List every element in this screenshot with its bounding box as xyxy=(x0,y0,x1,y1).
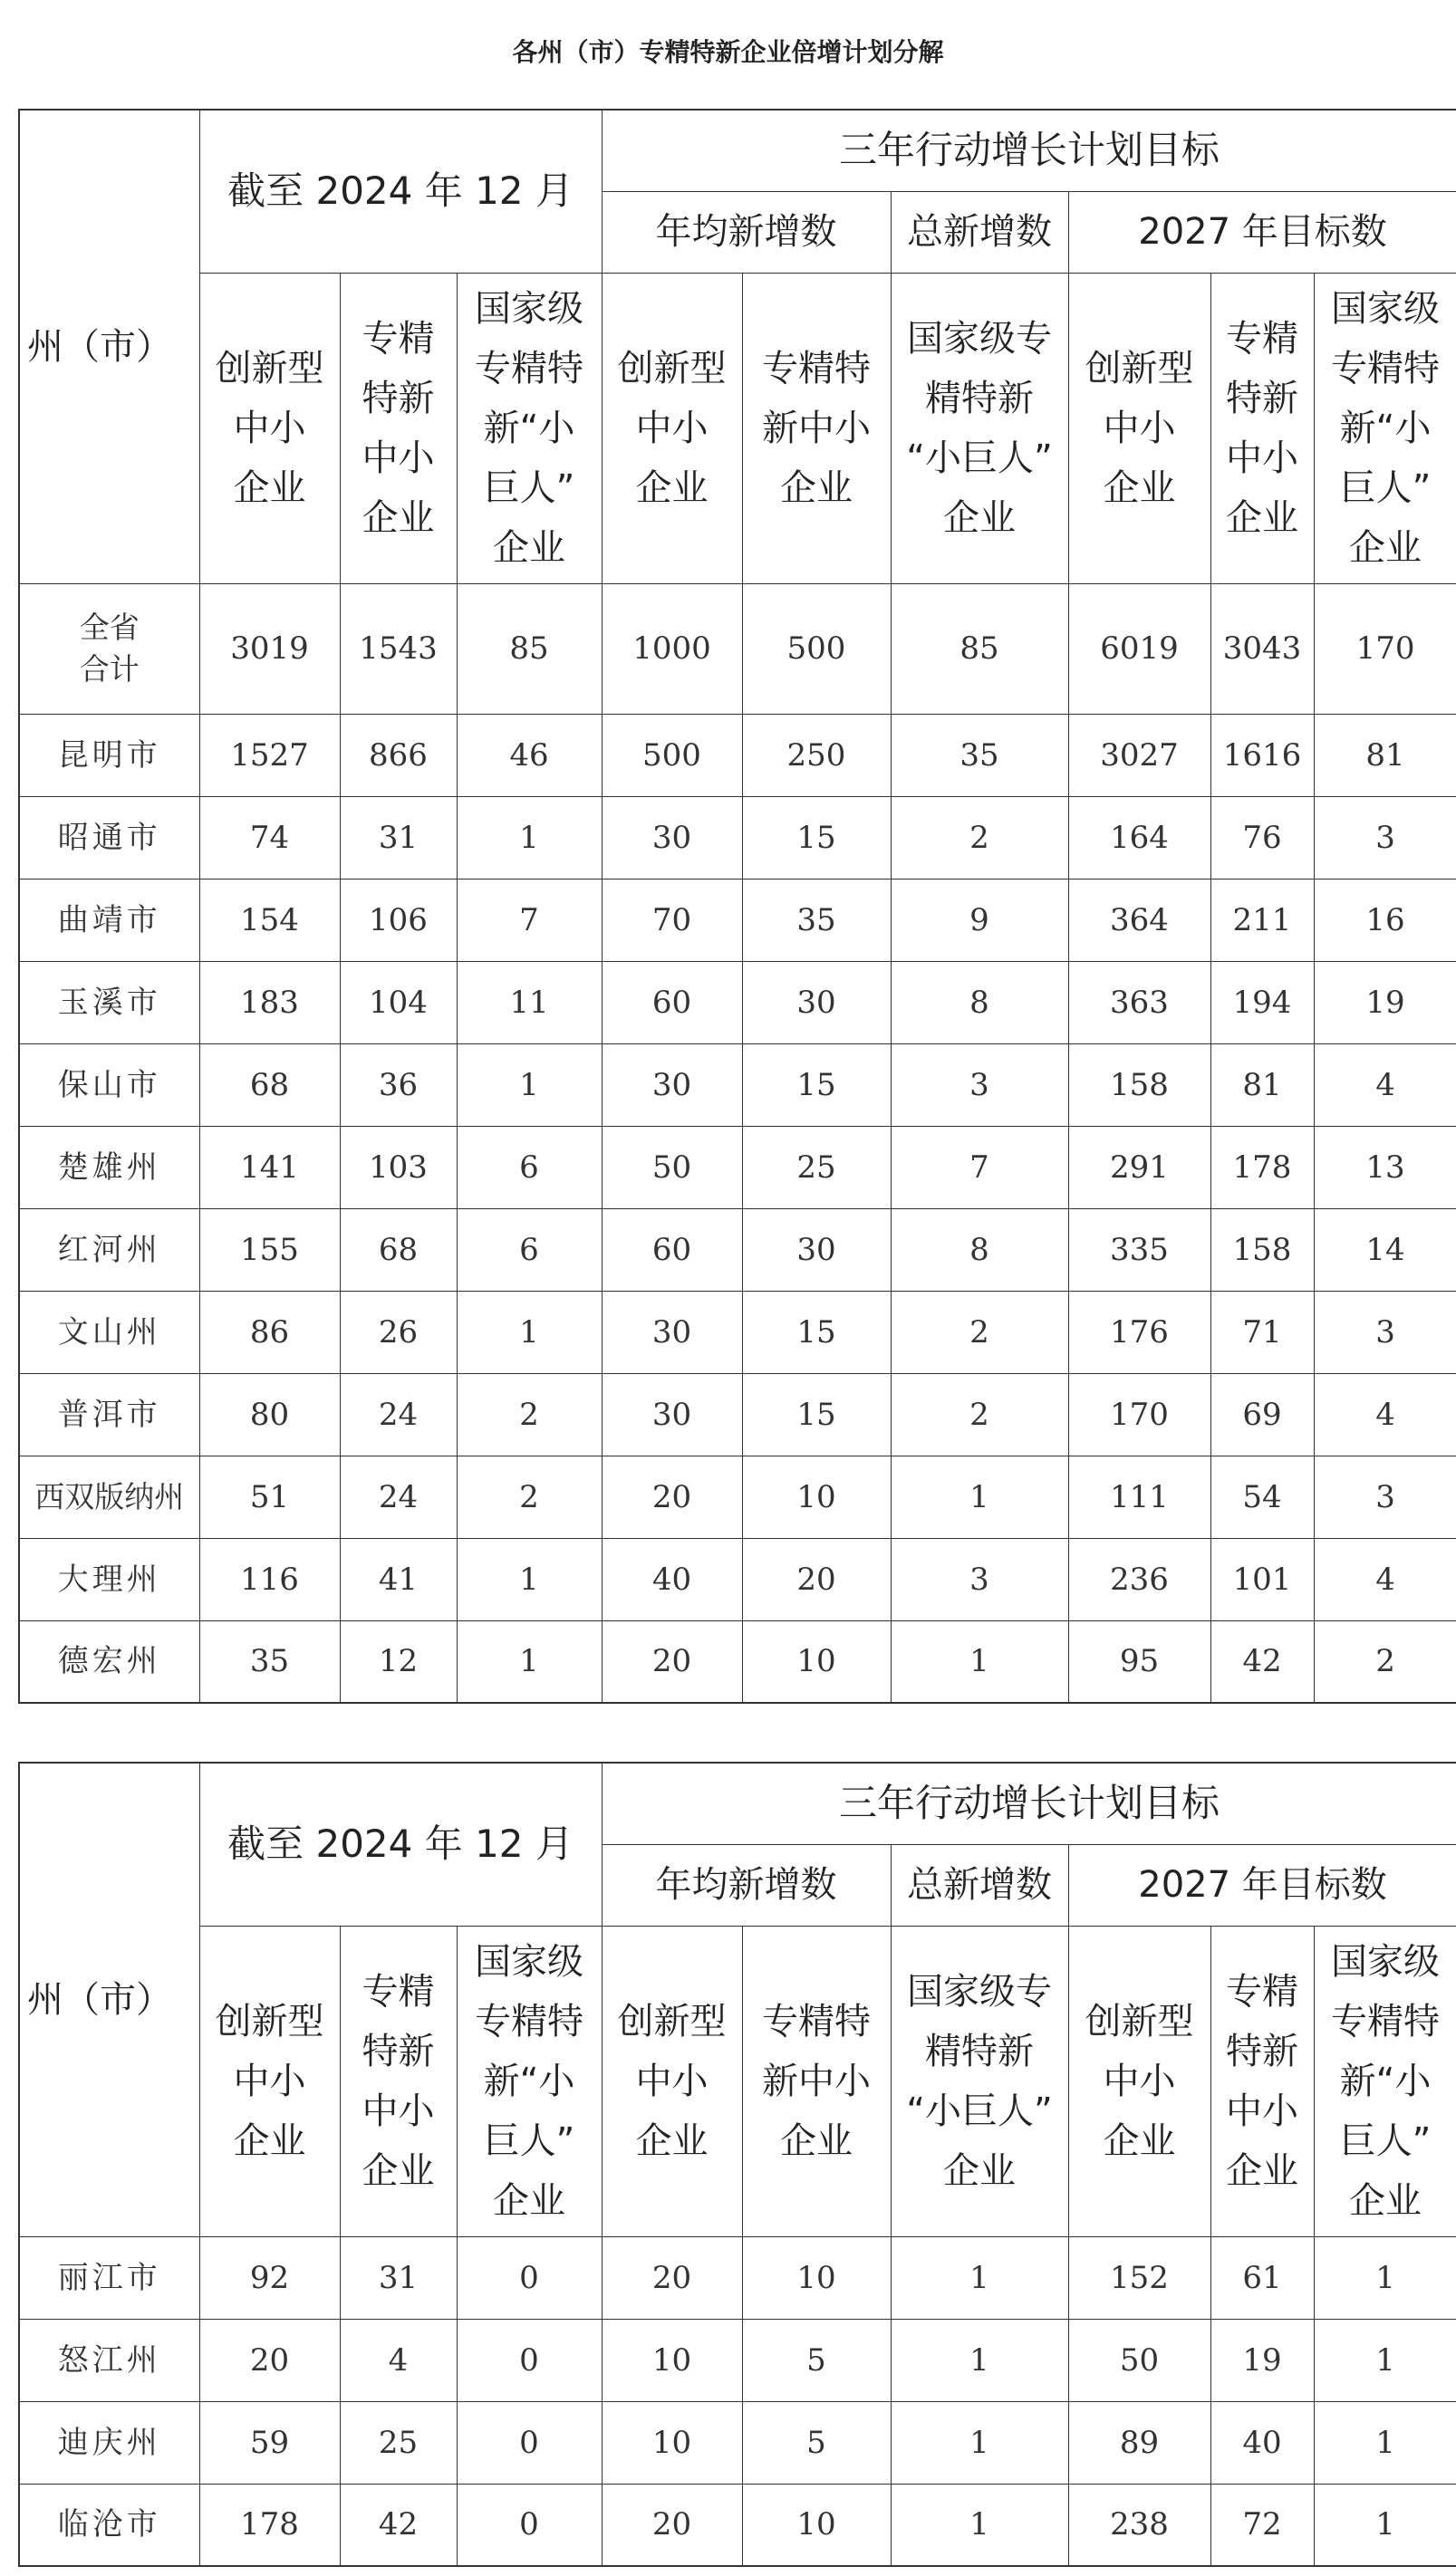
value-cell: 35 xyxy=(199,1620,340,1703)
col-annual-innovative: 创新型 中小 企业 xyxy=(602,1926,742,2236)
value-cell: 9 xyxy=(891,879,1068,961)
total-new-header: 总新增数 xyxy=(891,191,1068,273)
value-cell: 335 xyxy=(1068,1208,1210,1291)
value-cell: 1 xyxy=(891,1456,1068,1538)
value-cell: 71 xyxy=(1210,1291,1314,1373)
region-name-cell: 昆明市 xyxy=(19,714,199,796)
table-row xyxy=(19,714,1456,796)
region-name-cell: 全省 合计 xyxy=(19,583,199,714)
region-name-cell: 保山市 xyxy=(19,1043,199,1126)
value-cell: 14 xyxy=(1314,1208,1456,1291)
region-name-cell: 曲靖市 xyxy=(19,879,199,961)
table-row xyxy=(19,1126,1456,1208)
value-cell: 19 xyxy=(1210,2319,1314,2401)
value-cell: 2 xyxy=(891,796,1068,879)
value-cell: 20 xyxy=(199,2319,340,2401)
value-cell: 2 xyxy=(891,1291,1068,1373)
value-cell: 89 xyxy=(1068,2401,1210,2484)
table-row xyxy=(19,796,1456,879)
value-cell: 40 xyxy=(1210,2401,1314,2484)
value-cell: 42 xyxy=(1210,1620,1314,1703)
value-cell: 11 xyxy=(457,961,602,1043)
value-cell: 72 xyxy=(1210,2484,1314,2566)
value-cell: 1 xyxy=(891,1620,1068,1703)
value-cell: 183 xyxy=(199,961,340,1043)
target-2027-header: 2027 年目标数 xyxy=(1068,1844,1456,1926)
col-target-national: 国家级 专精特 新“小 巨人” 企业 xyxy=(1314,1926,1456,2236)
value-cell: 7 xyxy=(891,1126,1068,1208)
value-cell: 1 xyxy=(457,1291,602,1373)
region-name-cell: 丽江市 xyxy=(19,2236,199,2319)
value-cell: 238 xyxy=(1068,2484,1210,2566)
value-cell: 194 xyxy=(1210,961,1314,1043)
value-cell: 158 xyxy=(1068,1043,1210,1126)
as-of-header: 截至 2024 年 12 月 xyxy=(199,110,602,273)
table-row xyxy=(19,1373,1456,1456)
value-cell: 1527 xyxy=(199,714,340,796)
value-cell: 250 xyxy=(742,714,891,796)
value-cell: 1616 xyxy=(1210,714,1314,796)
value-cell: 1 xyxy=(457,1043,602,1126)
value-cell: 70 xyxy=(602,879,742,961)
region-name-cell: 迪庆州 xyxy=(19,2401,199,2484)
value-cell: 3 xyxy=(1314,1456,1456,1538)
value-cell: 20 xyxy=(602,2236,742,2319)
value-cell: 364 xyxy=(1068,879,1210,961)
value-cell: 1000 xyxy=(602,583,742,714)
table-row xyxy=(19,2319,1456,2401)
col-target-specialized: 专精 特新 中小 企业 xyxy=(1210,273,1314,583)
value-cell: 61 xyxy=(1210,2236,1314,2319)
value-cell: 152 xyxy=(1068,2236,1210,2319)
value-cell: 6019 xyxy=(1068,583,1210,714)
value-cell: 81 xyxy=(1210,1043,1314,1126)
value-cell: 170 xyxy=(1314,583,1456,714)
value-cell: 6 xyxy=(457,1208,602,1291)
value-cell: 10 xyxy=(742,2236,891,2319)
value-cell: 3 xyxy=(891,1043,1068,1126)
plan-table-2 xyxy=(18,1762,1456,2567)
value-cell: 25 xyxy=(340,2401,457,2484)
value-cell: 68 xyxy=(340,1208,457,1291)
plan-target-header: 三年行动增长计划目标 xyxy=(602,1763,1456,1844)
value-cell: 24 xyxy=(340,1373,457,1456)
value-cell: 155 xyxy=(199,1208,340,1291)
value-cell: 35 xyxy=(891,714,1068,796)
value-cell: 236 xyxy=(1068,1538,1210,1620)
value-cell: 26 xyxy=(340,1291,457,1373)
table-row xyxy=(19,2236,1456,2319)
value-cell: 2 xyxy=(891,1373,1068,1456)
col-innovative: 创新型 中小 企业 xyxy=(199,1926,340,2236)
value-cell: 85 xyxy=(891,583,1068,714)
value-cell: 20 xyxy=(742,1538,891,1620)
value-cell: 500 xyxy=(602,714,742,796)
col-total-national: 国家级专 精特新 “小巨人” 企业 xyxy=(891,1926,1068,2236)
value-cell: 31 xyxy=(340,796,457,879)
value-cell: 1 xyxy=(1314,2484,1456,2566)
value-cell: 50 xyxy=(1068,2319,1210,2401)
value-cell: 211 xyxy=(1210,879,1314,961)
value-cell: 69 xyxy=(1210,1373,1314,1456)
value-cell: 1 xyxy=(891,2401,1068,2484)
value-cell: 10 xyxy=(602,2319,742,2401)
value-cell: 1 xyxy=(457,1620,602,1703)
value-cell: 1 xyxy=(457,1538,602,1620)
city-column-header: 州（市） xyxy=(19,1763,199,2236)
plan-target-header: 三年行动增长计划目标 xyxy=(602,110,1456,191)
value-cell: 111 xyxy=(1068,1456,1210,1538)
value-cell: 16 xyxy=(1314,879,1456,961)
region-name-cell: 普洱市 xyxy=(19,1373,199,1456)
value-cell: 15 xyxy=(742,1043,891,1126)
value-cell: 20 xyxy=(602,1456,742,1538)
region-name-cell: 临沧市 xyxy=(19,2484,199,2566)
value-cell: 31 xyxy=(340,2236,457,2319)
value-cell: 10 xyxy=(742,1620,891,1703)
value-cell: 164 xyxy=(1068,796,1210,879)
value-cell: 54 xyxy=(1210,1456,1314,1538)
region-name-cell: 昭通市 xyxy=(19,796,199,879)
table-row xyxy=(19,1291,1456,1373)
value-cell: 0 xyxy=(457,2484,602,2566)
region-name-cell: 玉溪市 xyxy=(19,961,199,1043)
value-cell: 80 xyxy=(199,1373,340,1456)
value-cell: 30 xyxy=(602,796,742,879)
value-cell: 0 xyxy=(457,2401,602,2484)
value-cell: 19 xyxy=(1314,961,1456,1043)
table-row xyxy=(19,879,1456,961)
value-cell: 104 xyxy=(340,961,457,1043)
value-cell: 4 xyxy=(1314,1043,1456,1126)
value-cell: 10 xyxy=(602,2401,742,2484)
value-cell: 86 xyxy=(199,1291,340,1373)
value-cell: 1 xyxy=(1314,2236,1456,2319)
value-cell: 6 xyxy=(457,1126,602,1208)
value-cell: 170 xyxy=(1068,1373,1210,1456)
value-cell: 178 xyxy=(199,2484,340,2566)
table-row xyxy=(19,1043,1456,1126)
value-cell: 1 xyxy=(891,2319,1068,2401)
value-cell: 158 xyxy=(1210,1208,1314,1291)
value-cell: 12 xyxy=(340,1620,457,1703)
value-cell: 60 xyxy=(602,1208,742,1291)
value-cell: 35 xyxy=(742,879,891,961)
value-cell: 30 xyxy=(602,1373,742,1456)
value-cell: 176 xyxy=(1068,1291,1210,1373)
value-cell: 50 xyxy=(602,1126,742,1208)
document-title: 各州（市）专精特新企业倍增计划分解 xyxy=(512,37,944,67)
value-cell: 0 xyxy=(457,2319,602,2401)
value-cell: 46 xyxy=(457,714,602,796)
value-cell: 116 xyxy=(199,1538,340,1620)
table-row xyxy=(19,1538,1456,1620)
annual-new-header: 年均新增数 xyxy=(602,191,891,273)
value-cell: 15 xyxy=(742,796,891,879)
value-cell: 4 xyxy=(340,2319,457,2401)
value-cell: 3 xyxy=(1314,1291,1456,1373)
value-cell: 1 xyxy=(891,2484,1068,2566)
col-annual-specialized: 专精特 新中小 企业 xyxy=(742,1926,891,2236)
value-cell: 20 xyxy=(602,2484,742,2566)
value-cell: 866 xyxy=(340,714,457,796)
value-cell: 1 xyxy=(457,796,602,879)
value-cell: 141 xyxy=(199,1126,340,1208)
value-cell: 40 xyxy=(602,1538,742,1620)
total-new-header: 总新增数 xyxy=(891,1844,1068,1926)
table-row xyxy=(19,1208,1456,1291)
value-cell: 24 xyxy=(340,1456,457,1538)
value-cell: 1 xyxy=(891,2236,1068,2319)
value-cell: 2 xyxy=(457,1373,602,1456)
value-cell: 60 xyxy=(602,961,742,1043)
value-cell: 36 xyxy=(340,1043,457,1126)
value-cell: 101 xyxy=(1210,1538,1314,1620)
value-cell: 51 xyxy=(199,1456,340,1538)
value-cell: 5 xyxy=(742,2401,891,2484)
value-cell: 1 xyxy=(1314,2319,1456,2401)
region-name-cell: 文山州 xyxy=(19,1291,199,1373)
table-row-total xyxy=(19,583,1456,714)
table-row xyxy=(19,2401,1456,2484)
region-name-cell: 大理州 xyxy=(19,1538,199,1620)
value-cell: 3 xyxy=(891,1538,1068,1620)
value-cell: 4 xyxy=(1314,1538,1456,1620)
value-cell: 7 xyxy=(457,879,602,961)
table-row xyxy=(19,1456,1456,1538)
table-row xyxy=(19,1620,1456,1703)
value-cell: 85 xyxy=(457,583,602,714)
col-specialized: 专精 特新 中小 企业 xyxy=(340,1926,457,2236)
target-2027-header: 2027 年目标数 xyxy=(1068,191,1456,273)
region-name-cell: 红河州 xyxy=(19,1208,199,1291)
value-cell: 2 xyxy=(457,1456,602,1538)
value-cell: 3027 xyxy=(1068,714,1210,796)
value-cell: 15 xyxy=(742,1373,891,1456)
table-row xyxy=(19,961,1456,1043)
value-cell: 8 xyxy=(891,961,1068,1043)
value-cell: 30 xyxy=(742,961,891,1043)
col-target-national: 国家级 专精特 新“小 巨人” 企业 xyxy=(1314,273,1456,583)
value-cell: 103 xyxy=(340,1126,457,1208)
value-cell: 1543 xyxy=(340,583,457,714)
value-cell: 95 xyxy=(1068,1620,1210,1703)
value-cell: 92 xyxy=(199,2236,340,2319)
value-cell: 20 xyxy=(602,1620,742,1703)
value-cell: 3 xyxy=(1314,796,1456,879)
value-cell: 1 xyxy=(1314,2401,1456,2484)
value-cell: 4 xyxy=(1314,1373,1456,1456)
col-innovative: 创新型 中小 企业 xyxy=(199,273,340,583)
plan-table-1 xyxy=(18,109,1456,1704)
value-cell: 41 xyxy=(340,1538,457,1620)
value-cell: 30 xyxy=(602,1043,742,1126)
value-cell: 5 xyxy=(742,2319,891,2401)
value-cell: 30 xyxy=(742,1208,891,1291)
value-cell: 42 xyxy=(340,2484,457,2566)
value-cell: 13 xyxy=(1314,1126,1456,1208)
col-target-innovative: 创新型 中小 企业 xyxy=(1068,1926,1210,2236)
value-cell: 500 xyxy=(742,583,891,714)
value-cell: 291 xyxy=(1068,1126,1210,1208)
value-cell: 76 xyxy=(1210,796,1314,879)
region-name-cell: 楚雄州 xyxy=(19,1126,199,1208)
as-of-header: 截至 2024 年 12 月 xyxy=(199,1763,602,1926)
col-specialized: 专精 特新 中小 企业 xyxy=(340,273,457,583)
value-cell: 154 xyxy=(199,879,340,961)
value-cell: 30 xyxy=(602,1291,742,1373)
value-cell: 25 xyxy=(742,1126,891,1208)
col-annual-innovative: 创新型 中小 企业 xyxy=(602,273,742,583)
value-cell: 178 xyxy=(1210,1126,1314,1208)
region-name-cell: 西双版纳州 xyxy=(19,1456,199,1538)
value-cell: 3043 xyxy=(1210,583,1314,714)
value-cell: 15 xyxy=(742,1291,891,1373)
annual-new-header: 年均新增数 xyxy=(602,1844,891,1926)
value-cell: 8 xyxy=(891,1208,1068,1291)
col-target-innovative: 创新型 中小 企业 xyxy=(1068,273,1210,583)
col-target-specialized: 专精 特新 中小 企业 xyxy=(1210,1926,1314,2236)
value-cell: 106 xyxy=(340,879,457,961)
col-total-national: 国家级专 精特新 “小巨人” 企业 xyxy=(891,273,1068,583)
value-cell: 2 xyxy=(1314,1620,1456,1703)
value-cell: 74 xyxy=(199,796,340,879)
value-cell: 59 xyxy=(199,2401,340,2484)
value-cell: 10 xyxy=(742,1456,891,1538)
value-cell: 3019 xyxy=(199,583,340,714)
col-national-giant: 国家级 专精特 新“小 巨人” 企业 xyxy=(457,273,602,583)
value-cell: 0 xyxy=(457,2236,602,2319)
col-annual-specialized: 专精特 新中小 企业 xyxy=(742,273,891,583)
region-name-cell: 德宏州 xyxy=(19,1620,199,1703)
value-cell: 363 xyxy=(1068,961,1210,1043)
value-cell: 68 xyxy=(199,1043,340,1126)
table-row xyxy=(19,2484,1456,2566)
col-national-giant: 国家级 专精特 新“小 巨人” 企业 xyxy=(457,1926,602,2236)
value-cell: 10 xyxy=(742,2484,891,2566)
city-column-header: 州（市） xyxy=(19,110,199,583)
value-cell: 81 xyxy=(1314,714,1456,796)
region-name-cell: 怒江州 xyxy=(19,2319,199,2401)
